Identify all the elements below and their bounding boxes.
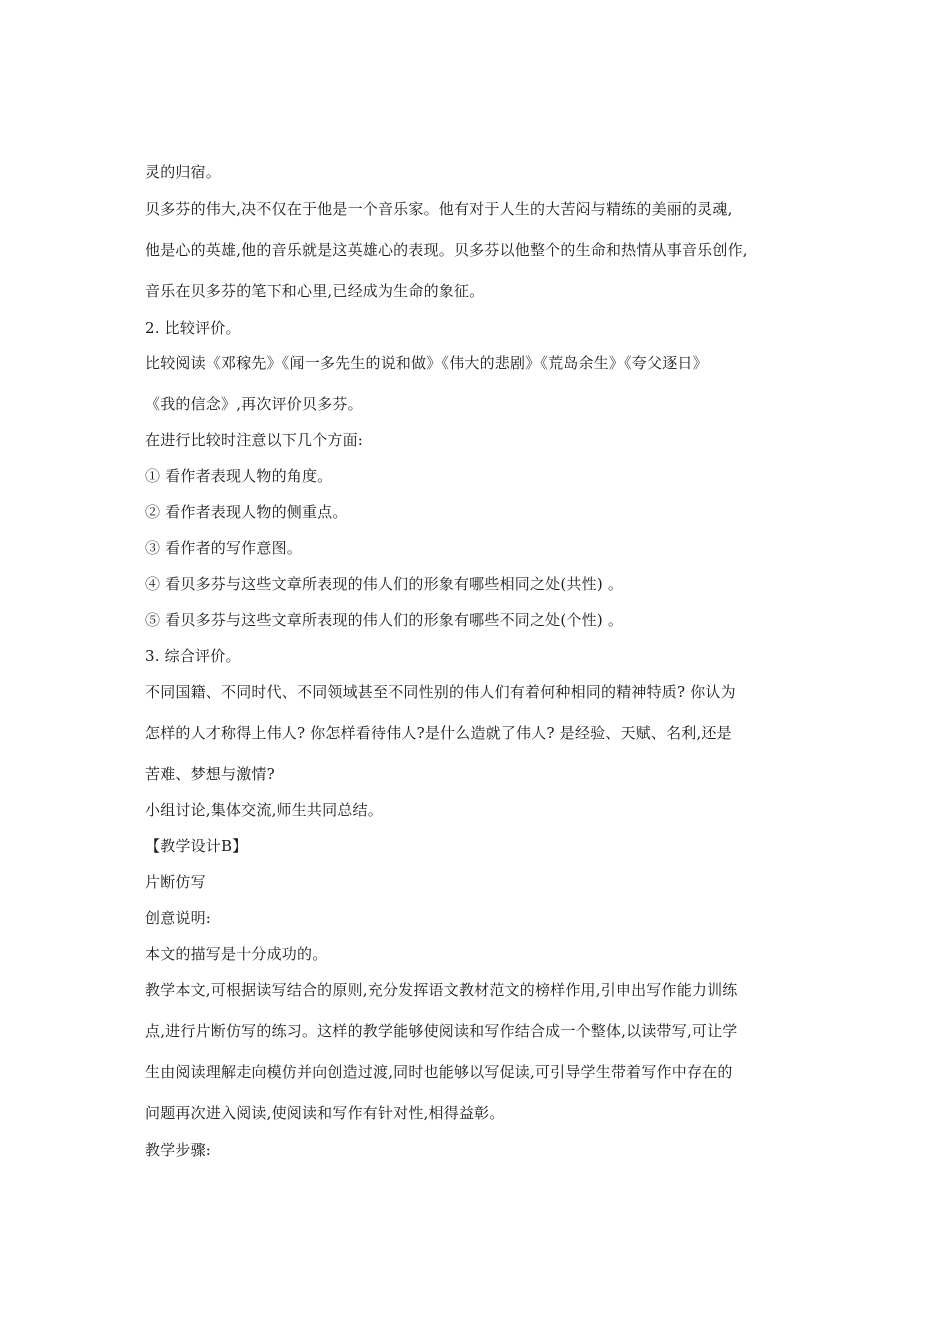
list-item: ① 看作者表现人物的角度。 bbox=[145, 467, 333, 485]
text-line: 教学本文,可根据读写结合的原则,充分发挥语文教材范文的榜样作用,引申出写作能力训练 bbox=[145, 981, 738, 999]
text-line: 在进行比较时注意以下几个方面: bbox=[145, 431, 364, 449]
section-heading: 2. 比较评价。 bbox=[145, 319, 241, 337]
text-line: 他是心的英雄,他的音乐就是这英雄心的表现。贝多芬以他整个的生命和热情从事音乐创作, bbox=[145, 241, 748, 259]
text-line: 生由阅读理解走向模仿并向创造过渡,同时也能够以写促读,可引导学生带着写作中存在的 bbox=[145, 1063, 733, 1081]
text-line: 苦难、梦想与激情? bbox=[145, 765, 275, 783]
text-line: 《我的信念》,再次评价贝多芬。 bbox=[145, 395, 363, 413]
list-item: ③ 看作者的写作意图。 bbox=[145, 539, 302, 557]
section-heading: 【教学设计B】 bbox=[145, 837, 248, 855]
text-line: 音乐在贝多芬的笔下和心里,已经成为生命的象征。 bbox=[145, 282, 485, 300]
text-line: 灵的归宿。 bbox=[145, 163, 222, 181]
list-item: ④ 看贝多芬与这些文章所表现的伟人们的形象有哪些相同之处(共性) 。 bbox=[145, 575, 624, 593]
text-line: 贝多芬的伟大,决不仅在于他是一个音乐家。他有对于人生的大苦闷与精练的美丽的灵魂, bbox=[145, 200, 733, 218]
text-line: 点,进行片断仿写的练习。这样的教学能够使阅读和写作结合成一个整体,以读带写,可让学 bbox=[145, 1022, 738, 1040]
text-line: 怎样的人才称得上伟人? 你怎样看待伟人?是什么造就了伟人? 是经验、天赋、名利,还是 bbox=[145, 724, 732, 742]
text-line: 不同国籍、不同时代、不同领域甚至不同性别的伟人们有着何种相同的精神特质? 你认为 bbox=[145, 683, 736, 701]
text-line: 问题再次进入阅读,使阅读和写作有针对性,相得益彰。 bbox=[145, 1104, 505, 1122]
text-line: 比较阅读《邓稼先》《闻一多先生的说和做》《伟大的悲剧》《荒岛余生》《夸父逐日》 bbox=[145, 354, 708, 372]
section-heading: 3. 综合评价。 bbox=[145, 647, 241, 665]
text-line: 小组讨论,集体交流,师生共同总结。 bbox=[145, 801, 383, 819]
list-item: ② 看作者表现人物的侧重点。 bbox=[145, 503, 348, 521]
text-line: 片断仿写 bbox=[145, 873, 206, 891]
list-item: ⑤ 看贝多芬与这些文章所表现的伟人们的形象有哪些不同之处(个性) 。 bbox=[145, 611, 624, 629]
text-line: 本文的描写是十分成功的。 bbox=[145, 945, 328, 963]
text-line: 创意说明: bbox=[145, 909, 212, 927]
text-line: 教学步骤: bbox=[145, 1141, 212, 1159]
